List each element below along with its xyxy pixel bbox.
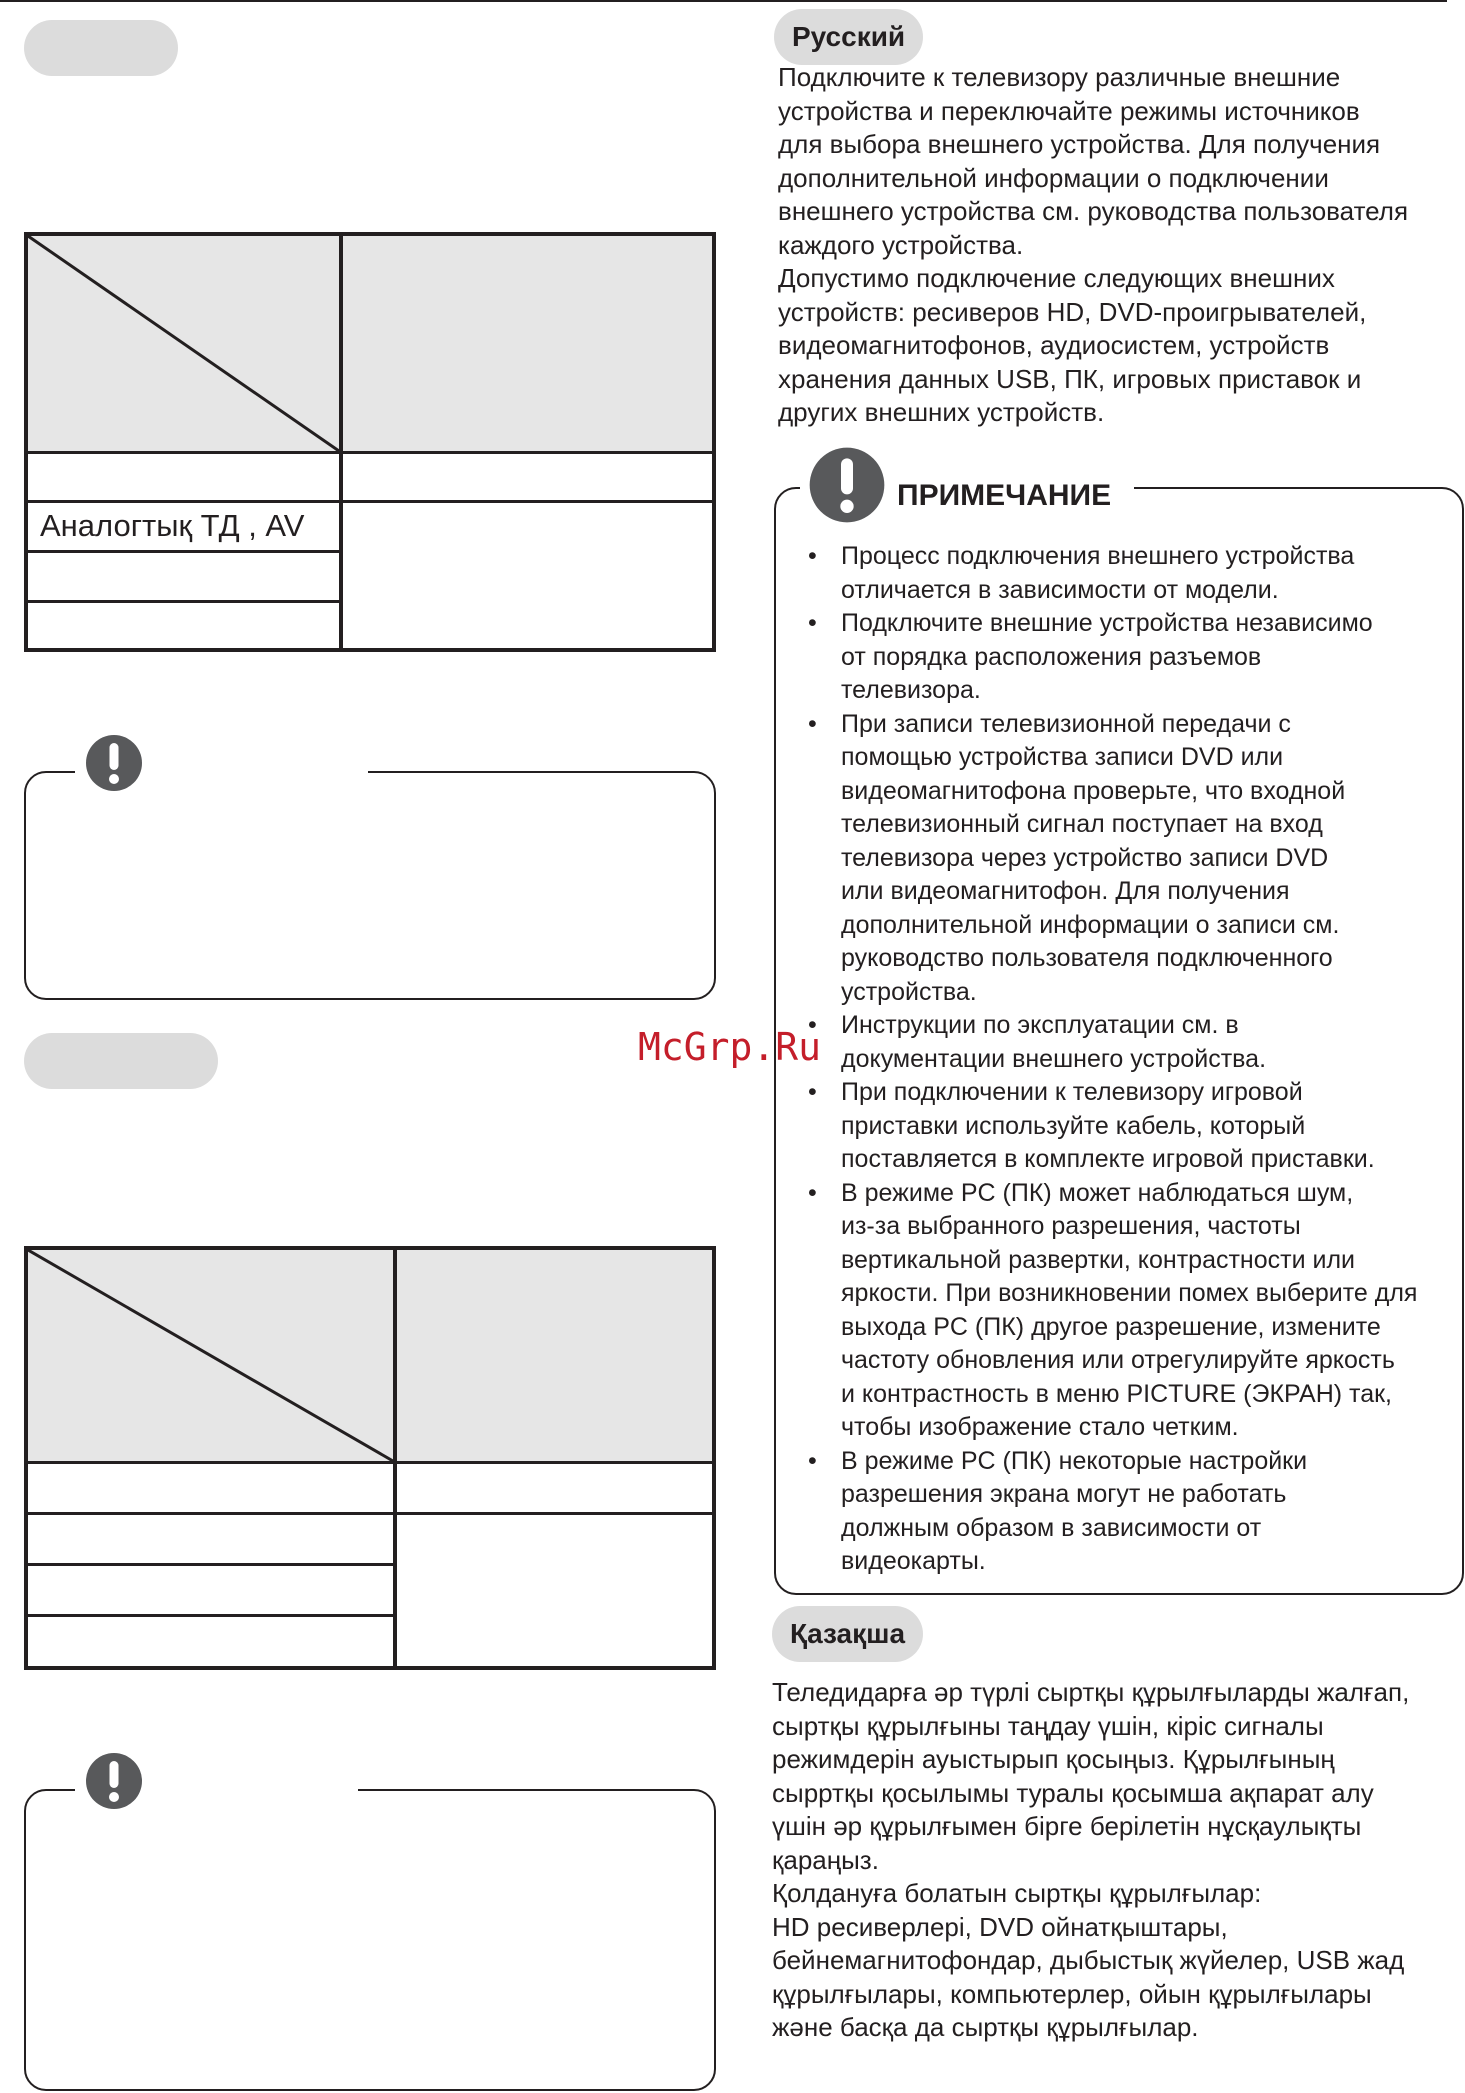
note-box-left-1: [24, 771, 716, 1000]
alert-icon: [807, 445, 887, 525]
list-item: • Инструкции по эксплуатации см. в документации внешнего устройства.: [808, 1009, 1417, 1076]
alert-icon: [84, 733, 144, 793]
table-2-column-divider: [393, 1250, 397, 1666]
list-item: • В режиме PC (ПК) может наблюдаться шум, из-за выбранного разрешения, частоты вертикальной развертки, контрастности или яркости. При возникновении помех выберите для выхода PC (ПК) другое разрешение, измените частоту обновления или отрегулируйте яркость и контрастность в меню PICTURE (ЭКРАН) так, чтобы изображение стало четким.: [808, 1177, 1417, 1445]
table-1-diagonal: [28, 236, 340, 452]
note-box-left-2: [24, 1789, 716, 2091]
table-1-row-divider: [28, 500, 712, 503]
table-1-cell-analog-tv-av: Аналогтық ТД , AV: [40, 508, 305, 543]
list-item: • В режиме PC (ПК) некоторые настройки разрешения экрана могут не работать должным образом в зависимости от видеокарты.: [808, 1445, 1417, 1579]
list-item: • Подключите внешние устройства независимо от порядка расположения разъемов телевизора.: [808, 607, 1417, 708]
table-2-row-divider: [28, 1563, 393, 1566]
kazakh-intro-text: Теледидарға әр түрлі сыртқы құрылғыларды жалғап, сыртқы құрылғыны таңдау үшін, кіріс сигналы режимдерін ауыстырып қосыңыз. Құрылғының сырртқы қосылымы туралы қосымша ақпарат алу үшін әр құрылғымен бірге берілетін нұсқаулықты қараңыз. Қолдануға болатын сыртқы құрылғылар: HD ресиверлері, DVD ойнатқыштары, бейнемагнитофондар, дыбыстық жүйелер, USB жад құрылғылары, компьютерлер, ойын құрылғылары және басқа да сыртқы құрылғылар.: [772, 1677, 1410, 2042]
language-label-kazakh: Қазақша: [772, 1606, 923, 1662]
blank-section-pill-middle: [24, 1033, 218, 1089]
list-item: • Процесс подключения внешнего устройства отличается в зависимости от модели.: [808, 540, 1417, 607]
russian-note-title: ПРИМЕЧАНИЕ: [897, 479, 1112, 512]
table-2-row-divider: [28, 1614, 393, 1617]
language-label-russian: Русский: [774, 9, 923, 65]
russian-note-list: [808, 540, 1417, 1579]
table-1-header-divider: [28, 451, 712, 454]
table-1-header-right: [343, 236, 712, 451]
table-2-diagonal: [28, 1250, 394, 1462]
blank-section-pill-top: [24, 20, 178, 76]
top-rule: [0, 0, 1447, 2]
table-2-row-divider: [28, 1512, 712, 1515]
list-item: • При подключении к телевизору игровой приставки используйте кабель, который поставляется в комплекте игровой приставки.: [808, 1076, 1417, 1177]
table-1-column-divider: [339, 236, 343, 648]
table-2-header-divider: [28, 1461, 712, 1464]
list-item: • При записи телевизионной передачи с помощью устройства записи DVD или видеомагнитофона проверьте, что входной телевизионный сигнал поступает на вход телевизора через устройство записи DVD или видеомагнитофон. Для получения дополнительной информации о записи см. руководство пользователя подключенного устройства.: [808, 708, 1417, 1010]
watermark: McGrp.Ru: [638, 1025, 822, 1069]
table-1-row-divider: [28, 600, 339, 603]
alert-icon: [84, 1751, 144, 1811]
table-1-row-divider: [28, 550, 339, 553]
table-1: [24, 232, 716, 652]
russian-intro-text: Подключите к телевизору различные внешние устройства и переключайте режимы источников для выбора внешнего устройства. Для получения дополнительной информации о подключении внешнего устройства см. руководства пользователя каждого устройства. Допустимо подключение следующих внешних устройств: ресиверов HD, DVD-проигрывателей, видеомагнитофонов, аудиосистем, устройств хранения данных USB, ПК, игровых приставок и других внешних устройств.: [778, 62, 1409, 427]
table-2: [24, 1246, 716, 1670]
table-2-header-right: [397, 1250, 712, 1461]
